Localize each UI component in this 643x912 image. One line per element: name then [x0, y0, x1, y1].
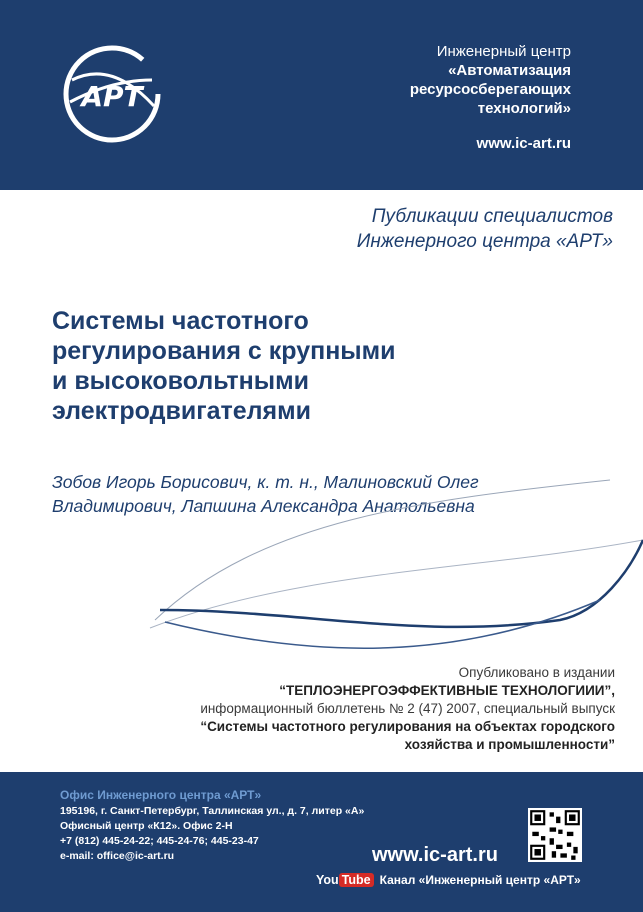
- org-line-1: Инженерный центр: [436, 43, 571, 60]
- published-line-5: хозяйства и промышленности”: [404, 737, 615, 752]
- organization-block: [410, 42, 571, 153]
- published-line-2: “ТЕПЛОЭНЕРГОЭФФЕКТИВНЫЕ ТЕХНОЛОГИИИ”,: [279, 683, 615, 698]
- publication-heading-line-1: Публикации специалистов: [371, 206, 613, 227]
- office-center: Офисный центр «К12». Офис 2-Н: [60, 820, 233, 832]
- article-title: Системы частотного регулирования с крупными и высоковольтными электродвигателями: [52, 307, 396, 425]
- office-title: Офис Инженерного центра «АРТ»: [60, 788, 262, 802]
- org-line-3: ресурсосберегающих: [409, 81, 571, 98]
- article-authors: Зобов Игорь Борисович, к. т. н., Малиновский Олег Владимирович, Лапшина Александра Анатольевна: [52, 472, 479, 516]
- header-banner: [0, 0, 643, 190]
- publication-heading: [357, 204, 613, 254]
- youtube-channel-label: Канал «Инженерный центр «АРТ»: [379, 873, 581, 887]
- publication-info: [200, 664, 615, 754]
- published-line-4: “Системы частотного регулирования на объектах городского: [200, 719, 615, 734]
- org-line-2: «Автоматизация: [448, 62, 571, 79]
- office-address: 195196, г. Санкт-Петербург, Таллинская ул., д. 7, литер «А»: [60, 805, 365, 817]
- decorative-swoosh: [0, 460, 643, 690]
- header-website-link[interactable]: www.ic-art.ru: [476, 135, 571, 152]
- publication-heading-line-2: Инженерного центра «АРТ»: [356, 231, 613, 252]
- published-line-1: Опубликовано в издании: [458, 665, 615, 680]
- qr-code-icon[interactable]: [528, 808, 582, 862]
- logo-text: АРТ: [81, 80, 143, 113]
- office-email[interactable]: e-mail: office@ic-art.ru: [60, 850, 175, 862]
- org-line-4: технологий»: [477, 100, 571, 117]
- youtube-channel-link[interactable]: [316, 873, 581, 887]
- footer-website-link[interactable]: www.ic-art.ru: [372, 844, 498, 866]
- art-logo: [58, 40, 166, 148]
- youtube-logo-you: You: [316, 873, 339, 887]
- youtube-logo-tube: Tube: [339, 873, 374, 887]
- published-line-3: информационный бюллетень № 2 (47) 2007, специальный выпуск: [200, 701, 615, 716]
- office-contacts: [60, 804, 364, 864]
- footer-banner: [0, 772, 643, 912]
- office-phones: +7 (812) 445-24-22; 445-24-76; 445-23-47: [60, 835, 259, 847]
